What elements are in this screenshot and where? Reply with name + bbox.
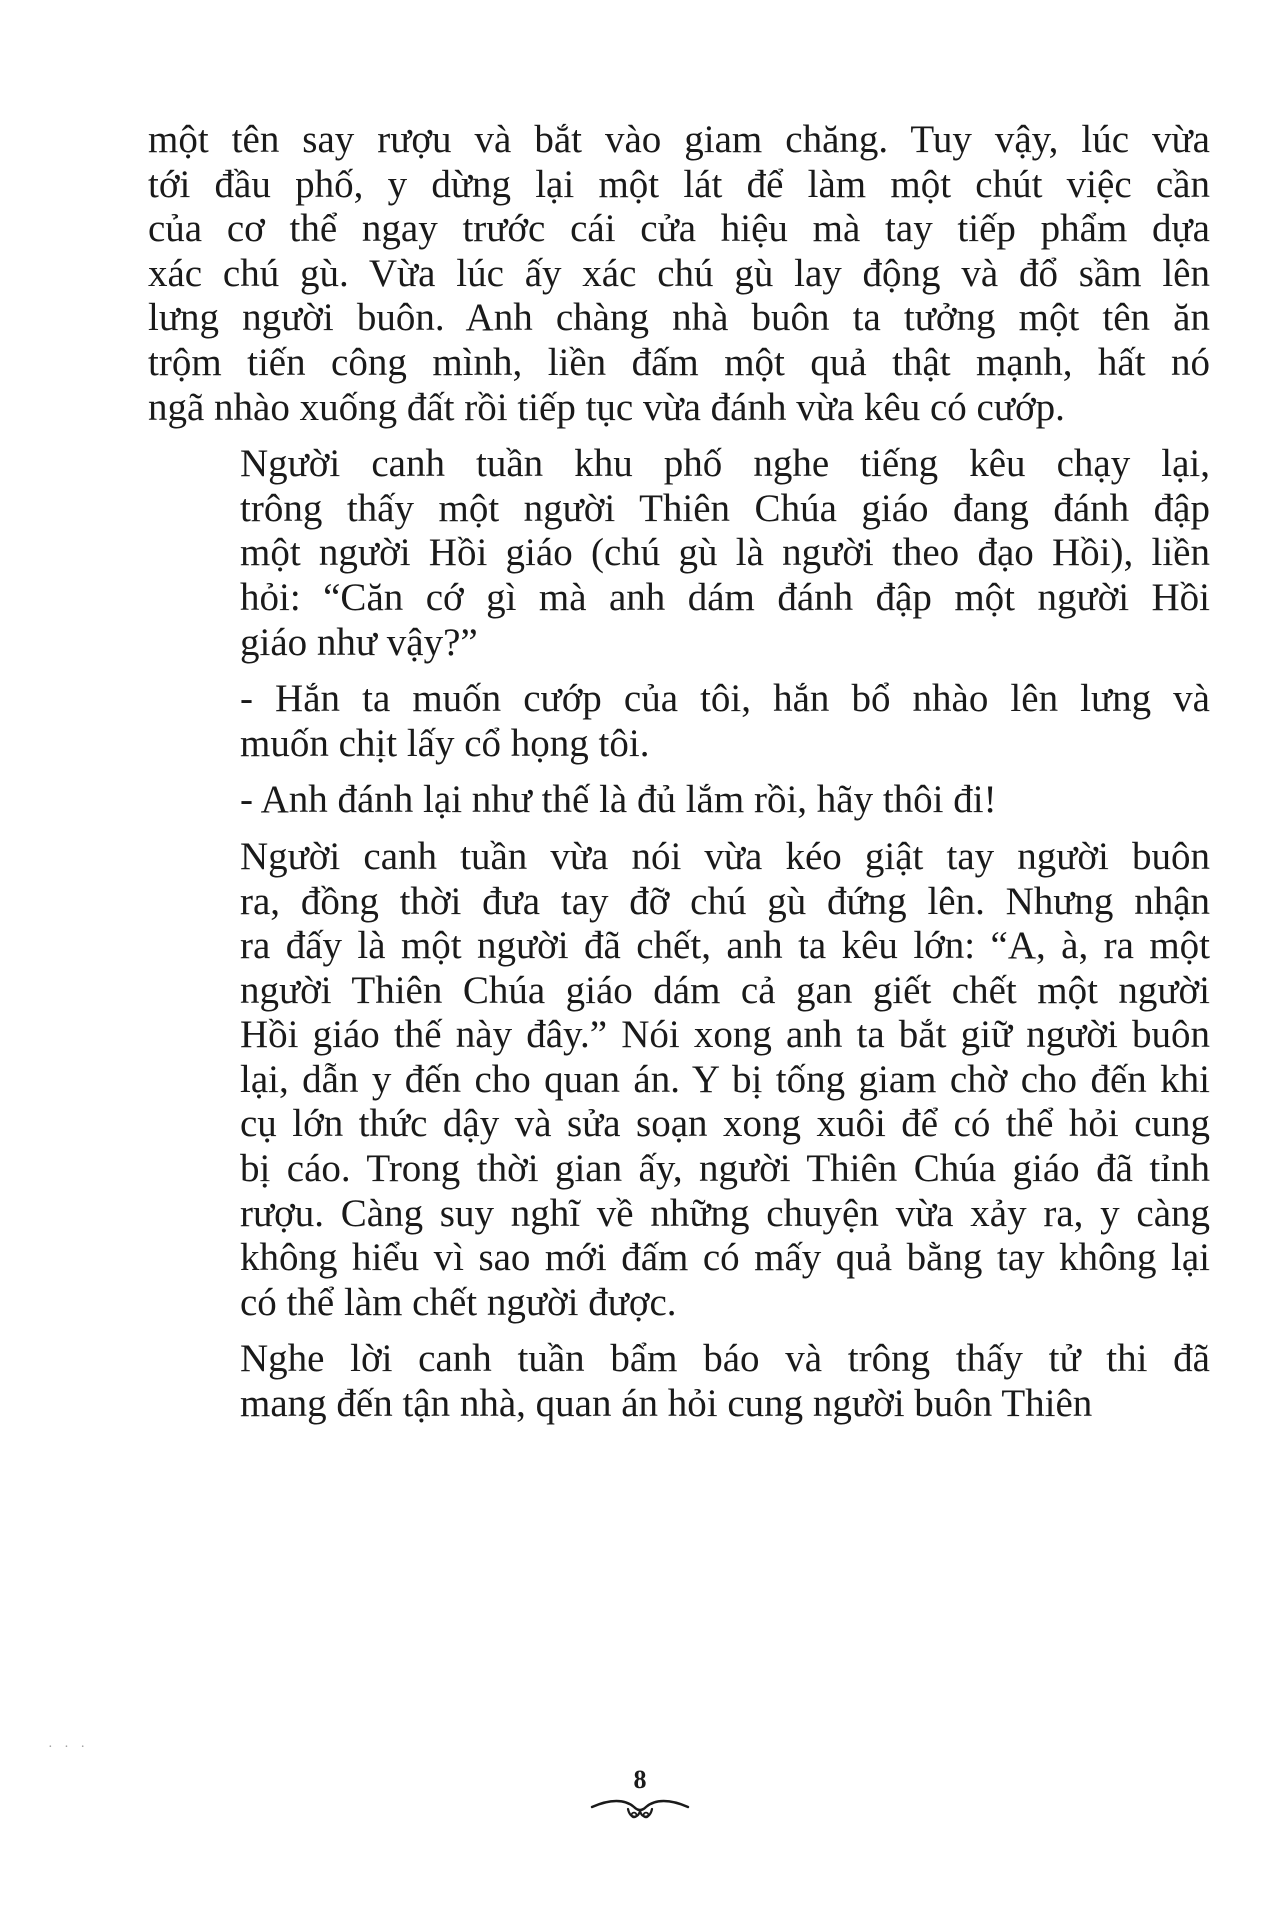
paragraph [148, 442, 1210, 665]
text-line: người Thiên Chúa giáo dám cả gan giết chết một người [240, 968, 1210, 1012]
text-line: Hồi giáo thế này đây.” Nói xong anh ta bắt giữ người buôn [240, 1013, 1210, 1057]
paragraph [148, 1337, 1210, 1426]
text-line: của cơ thể ngay trước cái cửa hiệu mà tay tiếp phẩm dựa [148, 207, 1210, 251]
text-line: ra, đồng thời đưa tay đỡ chú gù đứng lên. Nhưng nhận [240, 879, 1210, 923]
paragraph [148, 778, 1210, 823]
text-line: rượu. Càng suy nghĩ về những chuyện vừa xảy ra, y càng [240, 1191, 1210, 1235]
text-line: lưng người buôn. Anh chàng nhà buôn ta tưởng một tên ăn [148, 296, 1210, 340]
page-footer [0, 1765, 1280, 1845]
text-line: không hiểu vì sao mới đấm có mấy quả bằng tay không lại [240, 1236, 1210, 1280]
text-line: - Hắn ta muốn cướp của tôi, hắn bổ nhào lên lưng và [240, 677, 1210, 721]
scan-artifact: · · · [48, 1740, 89, 1755]
text-line: Người canh tuần khu phố nghe tiếng kêu chạy lại, [240, 442, 1210, 486]
text-line: hỏi: “Căn cớ gì mà anh dám đánh đập một người Hồi [240, 575, 1210, 619]
text-line: Người canh tuần vừa nói vừa kéo giật tay người buôn [240, 834, 1210, 878]
text-line: trộm tiến công mình, liền đấm một quả thật mạnh, hất nó [148, 340, 1210, 384]
text-line: mang đến tận nhà, quan án hỏi cung người buôn Thiên [240, 1382, 1093, 1426]
flourish-ornament-icon [590, 1795, 690, 1825]
text-line: xác chú gù. Vừa lúc ấy xác chú gù lay động và đổ sầm lên [148, 251, 1210, 295]
text-line: tới đầu phố, y dừng lại một lát để làm một chút việc cần [148, 162, 1210, 206]
text-line: một người Hồi giáo (chú gù là người theo đạo Hồi), liền [240, 531, 1210, 575]
paragraph [148, 677, 1210, 766]
page-number: 8 [633, 1765, 647, 1794]
text-line: muốn chịt lấy cổ họng tôi. [240, 721, 650, 765]
text-line: giáo như vậy?” [240, 620, 478, 664]
text-line: Nghe lời canh tuần bẩm báo và trông thấy tử thi đã [240, 1337, 1210, 1381]
paragraph [148, 835, 1210, 1326]
text-line: cụ lớn thức dậy và sửa soạn xong xuôi để có thể hỏi cung [240, 1102, 1210, 1146]
text-line: một tên say rượu và bắt vào giam chăng. Tuy vậy, lúc vừa [148, 118, 1210, 161]
text-line: trông thấy một người Thiên Chúa giáo đang đánh đập [240, 486, 1210, 530]
text-line: ra đấy là một người đã chết, anh ta kêu lớn: “A, à, ra một [240, 924, 1210, 968]
body-text [148, 118, 1210, 1439]
text-line: bị cáo. Trong thời gian ấy, người Thiên Chúa giáo đã tỉnh [240, 1147, 1210, 1191]
text-line: lại, dẫn y đến cho quan án. Y bị tống giam chờ cho đến khi [240, 1057, 1210, 1101]
text-line: có thể làm chết người được. [240, 1280, 677, 1324]
text-line: - Anh đánh lại như thế là đủ lắm rồi, hãy thôi đi! [240, 778, 997, 822]
text-line: ngã nhào xuống đất rồi tiếp tục vừa đánh vừa kêu có cướp. [148, 385, 1065, 429]
paragraph [148, 118, 1210, 430]
